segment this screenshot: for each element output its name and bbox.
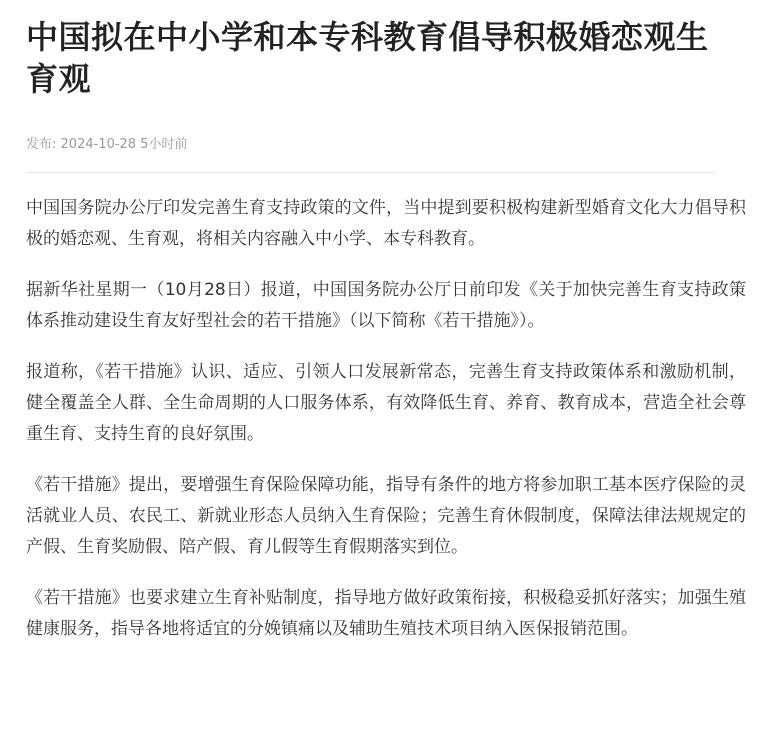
publish-meta xyxy=(26,136,741,154)
paragraph-3: 报道称，《若干措施》认识、适应、引领人口发展新常态，完善生育支持政策体系和激励机制，健全覆盖全人群、全生命周期的人口服务体系，有效降低生育、养育、教育成本，营造全社会尊重生育、支持生育的良好氛围。 xyxy=(26,362,746,444)
article xyxy=(26,16,746,665)
publish-relative-time: 5小时前 xyxy=(140,137,188,152)
publish-label: 发布: xyxy=(26,137,57,152)
article-body xyxy=(26,193,746,645)
paragraph-5: 《若干措施》也要求建立生育补贴制度，指导地方做好政策衔接，积极稳妥抓好落实；加强生殖健康服务，指导各地将适宜的分娩镇痛以及辅助生殖技术项目纳入医保报销范围。 xyxy=(26,588,746,639)
paragraph-4: 《若干措施》提出，要增强生育保险保障功能，指导有条件的地方将参加职工基本医疗保险的灵活就业人员、农民工、新就业形态人员纳入生育保险；完善生育休假制度，保障法律法规规定的产假、生育奖励假、陪产假、育儿假等生育假期落实到位。 xyxy=(26,475,746,557)
paragraph-1: 中国国务院办公厅印发完善生育支持政策的文件，当中提到要积极构建新型婚育文化大力倡导积极的婚恋观、生育观，将相关内容融入中小学、本专科教育。 xyxy=(26,198,746,249)
article-title: 中国拟在中小学和本专科教育倡导积极婚恋观生育观 xyxy=(26,18,709,98)
divider xyxy=(26,172,716,173)
publish-date: 2024-10-28 xyxy=(60,137,137,152)
paragraph-2: 据新华社星期一（10月28日）报道，中国国务院办公厅日前印发《关于加快完善生育支持政策体系推动建设生育友好型社会的若干措施》（以下简称《若干措施》）。 xyxy=(26,280,746,331)
